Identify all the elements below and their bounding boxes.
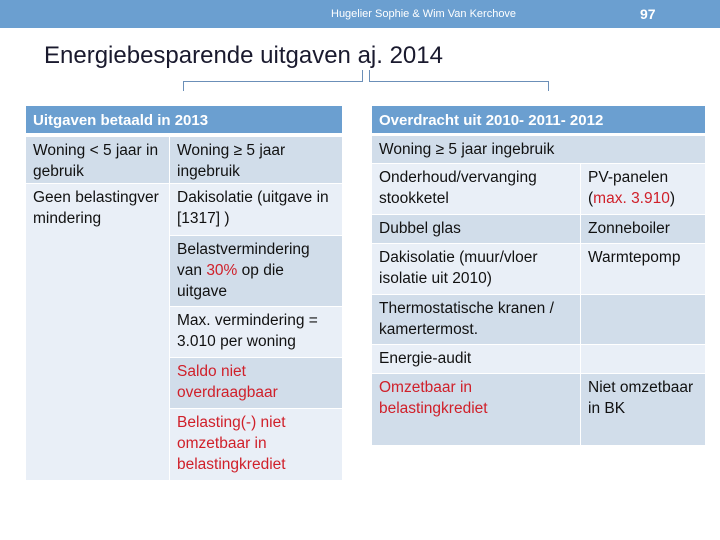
arrow-down-icon: [183, 81, 184, 91]
right-cell: [581, 345, 705, 373]
text: Belastvermindering van: [177, 241, 310, 279]
left-cell-belasting: Belasting(-) niet omzetbaar in belastingkrediet: [170, 409, 342, 480]
right-cell-niet-omzetbaar: Niet omzetbaar in BK: [581, 374, 705, 445]
text: op die uitgave: [177, 262, 284, 300]
connector-line: [369, 81, 549, 82]
right-table-heading: Overdracht uit 2010- 2011- 2012: [372, 106, 705, 133]
right-cell: Energie-audit: [372, 345, 580, 373]
connector-line: [183, 81, 363, 82]
text: PV-panelen (: [588, 169, 669, 207]
max-highlight: max. 3.910: [593, 190, 670, 207]
left-table-heading: Uitgaven betaald in 2013: [26, 106, 342, 133]
right-cell: Thermostatische kranen / kamertermost.: [372, 295, 580, 344]
left-col1-head: Woning < 5 jaar in gebruik: [26, 137, 169, 183]
right-cell: [581, 295, 705, 344]
left-col2-head: Woning ≥ 5 jaar ingebruik: [170, 137, 342, 183]
left-cell-max: Max. vermindering = 3.010 per woning: [170, 307, 342, 357]
page-title: Energiebesparende uitgaven aj. 2014: [44, 42, 443, 69]
left-col1-body: Geen belastingvermindering: [26, 184, 169, 480]
left-cell-dakisolatie: Dakisolatie (uitgave in [1317] ): [170, 184, 342, 235]
author-text: Hugelier Sophie & Wim Van Kerchove: [331, 8, 517, 20]
right-cell: Dubbel glas: [372, 215, 580, 243]
page-number: 97: [640, 6, 656, 22]
connector-line: [369, 70, 370, 81]
right-cell: Dakisolatie (muur/vloer isolatie uit 2010): [372, 244, 580, 294]
header-bar: [0, 0, 720, 28]
right-subhead: Woning ≥ 5 jaar ingebruik: [372, 136, 705, 163]
left-cell-saldo: Saldo niet overdraagbaar: [170, 358, 342, 408]
left-cell-vermindering: [170, 236, 342, 306]
right-cell: Zonneboiler: [581, 215, 705, 243]
connector-line: [362, 70, 363, 81]
arrow-down-icon: [548, 81, 549, 91]
percent-highlight: 30%: [206, 262, 238, 279]
text: ): [669, 190, 676, 207]
right-cell: [581, 164, 705, 214]
right-cell: Warmtepomp: [581, 244, 705, 294]
right-cell: Onderhoud/vervanging stookketel: [372, 164, 580, 214]
right-cell-omzetbaar: Omzetbaar in belastingkrediet: [372, 374, 580, 445]
